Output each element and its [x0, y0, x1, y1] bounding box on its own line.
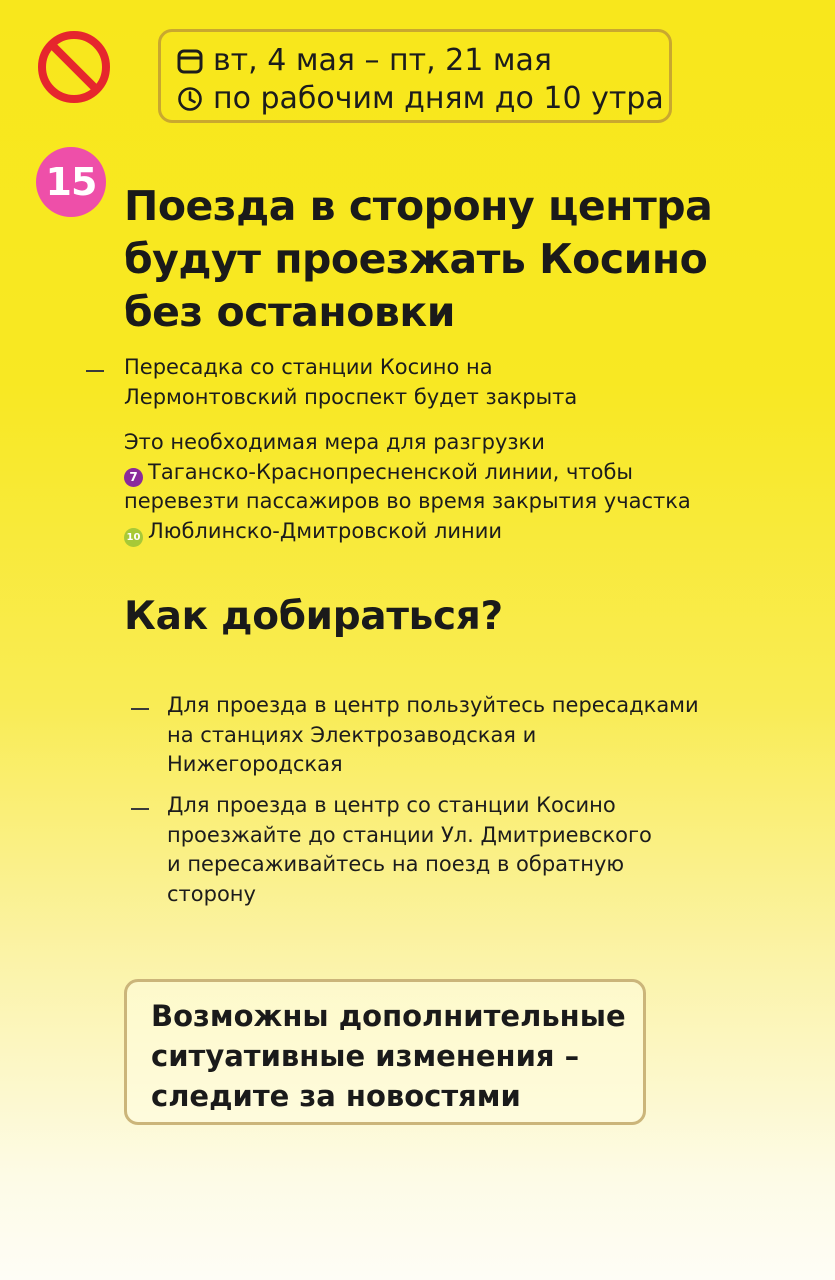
line-10-marker: 10: [124, 528, 143, 547]
schedule-dates-row: [177, 44, 552, 78]
tip-dash-1: [131, 708, 149, 710]
note-dash: [86, 370, 104, 372]
transfer-note: Пересадка со станции Косино на Лермонтовский проспект будет закрыта: [124, 355, 578, 409]
reason-line10-text: Люблинско-Дмитровской линии: [148, 518, 503, 543]
schedule-time-row: [177, 82, 664, 116]
how-to-get-title: Как добираться?: [124, 594, 503, 639]
line-7-marker: 7: [124, 468, 143, 487]
notice-box: [124, 979, 646, 1125]
calendar-icon: [177, 48, 203, 74]
reason-middle: перевезти пассажиров во время закрытия участка: [124, 489, 691, 513]
reason-line7-row: [124, 458, 744, 488]
reason-line7-text: Таганско-Краснопресненской линии, чтобы: [148, 459, 633, 484]
reason-intro: Это необходимая мера для разгрузки: [124, 430, 545, 454]
notice-text: Возможны дополнительные ситуативные изменения – следите за новостями: [151, 999, 626, 1113]
schedule-time: по рабочим дням до 10 утра: [213, 81, 664, 116]
page-title: Поезда в сторону центра будут проезжать Косино без остановки: [124, 182, 713, 336]
tip-2: Для проезда в центр со станции Косино проезжайте до станции Ул. Дмитриевского и пересаживайтесь на поезд в обратную сторону: [167, 793, 652, 906]
tip-dash-2: [131, 808, 149, 810]
number-badge: 15: [36, 147, 106, 217]
schedule-box: [158, 29, 672, 123]
tip-1: Для проезда в центр пользуйтесь пересадками на станциях Электрозаводская и Нижегородская: [167, 693, 699, 776]
schedule-dates: вт, 4 мая – пт, 21 мая: [213, 43, 552, 78]
reason-line10-row: [124, 517, 744, 547]
no-entry-icon: [36, 29, 112, 105]
reason-paragraph: [124, 428, 744, 547]
clock-icon: [177, 86, 203, 112]
